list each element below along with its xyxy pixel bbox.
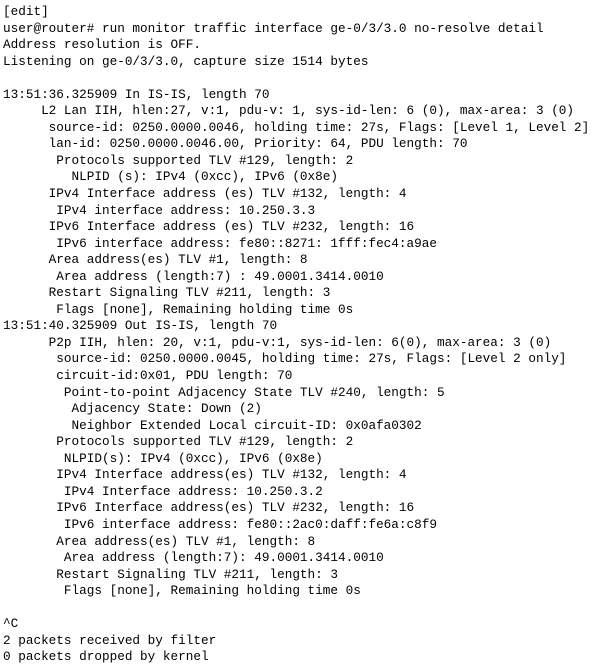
packet-out-detail-line: NLPID(s): IPv4 (0xcc), IPv6 (0x8e): [3, 450, 323, 466]
packet-out-detail-line: Point-to-point Adjacency State TLV #240, length: 5: [3, 384, 445, 400]
packet-out-detail-line: Neighbor Extended Local circuit-ID: 0x0afa0302: [3, 417, 422, 433]
packet-in-block: [3, 87, 609, 319]
packet-out-detail-line: Adjacency State: Down (2): [3, 401, 262, 417]
packet-in-detail-line: lan-id: 0250.0000.0046.00, Priority: 64, PDU length: 70: [3, 136, 468, 152]
summary-dropped-line: 0 packets dropped by kernel: [3, 649, 209, 665]
packet-in-detail-line: IPv6 interface address: fe80::8271: 1fff:fec4:a9ae: [3, 235, 437, 251]
interrupt-line: ^C: [3, 616, 19, 632]
edit-banner: [edit]: [3, 4, 49, 19]
packet-in-detail-line: L2 Lan IIH, hlen:27, v:1, pdu-v: 1, sys-id-len: 6 (0), max-area: 3 (0): [3, 103, 575, 119]
packet-out-header: 13:51:40.325909 Out IS-IS, length 70: [3, 318, 278, 334]
packet-in-header: 13:51:36.325909 In IS-IS, length 70: [3, 86, 270, 102]
packet-out-detail-line: IPv6 interface address: fe80::2ac0:daff:fe6a:c8f9: [3, 516, 437, 532]
packet-in-detail-line: IPv4 interface address: 10.250.3.3: [3, 202, 316, 218]
packet-in-detail-line: IPv6 Interface address (es) TLV #232, length: 16: [3, 219, 415, 235]
packet-out-detail-line: Area address(es) TLV #1, length: 8: [3, 533, 316, 549]
packet-out-detail-line: IPv4 Interface address(es) TLV #132, length: 4: [3, 467, 407, 483]
packet-out-block: [3, 318, 609, 599]
packet-in-detail-line: source-id: 0250.0000.0046, holding time: 27s, Flags: [Level 1, Level 2]: [3, 119, 590, 135]
packet-in-detail-line: IPv4 Interface address (es) TLV #132, length: 4: [3, 186, 407, 202]
packet-out-detail-line: Restart Signaling TLV #211, length: 3: [3, 566, 339, 582]
summary-received-line: 2 packets received by filter: [3, 632, 217, 648]
packet-in-detail-line: Protocols supported TLV #129, length: 2: [3, 152, 354, 168]
packet-out-detail-line: Protocols supported TLV #129, length: 2: [3, 434, 354, 450]
command-line: user@router# run monitor traffic interface ge-0/3/3.0 no-resolve detail: [3, 20, 544, 36]
packet-in-detail-line: NLPID (s): IPv4 (0xcc), IPv6 (0x8e): [3, 169, 339, 185]
packet-out-detail-line: source-id: 0250.0000.0045, holding time: 27s, Flags: [Level 2 only]: [3, 351, 567, 367]
packet-in-detail-line: Area address(es) TLV #1, length: 8: [3, 252, 308, 268]
blank-line: [3, 600, 609, 617]
packet-out-detail-line: circuit-id:0x01, PDU length: 70: [3, 368, 293, 384]
packet-out-detail-line: IPv4 Interface address: 10.250.3.2: [3, 483, 323, 499]
packet-out-detail-line: Flags [none], Remaining holding time 0s: [3, 583, 361, 599]
status-address-resolution: Address resolution is OFF.: [3, 37, 201, 53]
packet-out-detail-line: P2p IIH, hlen: 20, v:1, pdu-v:1, sys-id-len: 6(0), max-area: 3 (0): [3, 334, 552, 350]
packet-in-detail-line: Restart Signaling TLV #211, length: 3: [3, 285, 331, 301]
packet-out-detail-line: Area address (length:7): 49.0001.3414.0010: [3, 550, 384, 566]
packet-in-detail-line: Area address (length:7) : 49.0001.3414.0010: [3, 268, 384, 284]
blank-line: [3, 70, 609, 87]
packet-in-detail-line: Flags [none], Remaining holding time 0s: [3, 301, 354, 317]
status-listening: Listening on ge-0/3/3.0, capture size 1514 bytes: [3, 53, 369, 69]
packet-out-detail-line: IPv6 Interface address(es) TLV #232, length: 16: [3, 500, 415, 516]
